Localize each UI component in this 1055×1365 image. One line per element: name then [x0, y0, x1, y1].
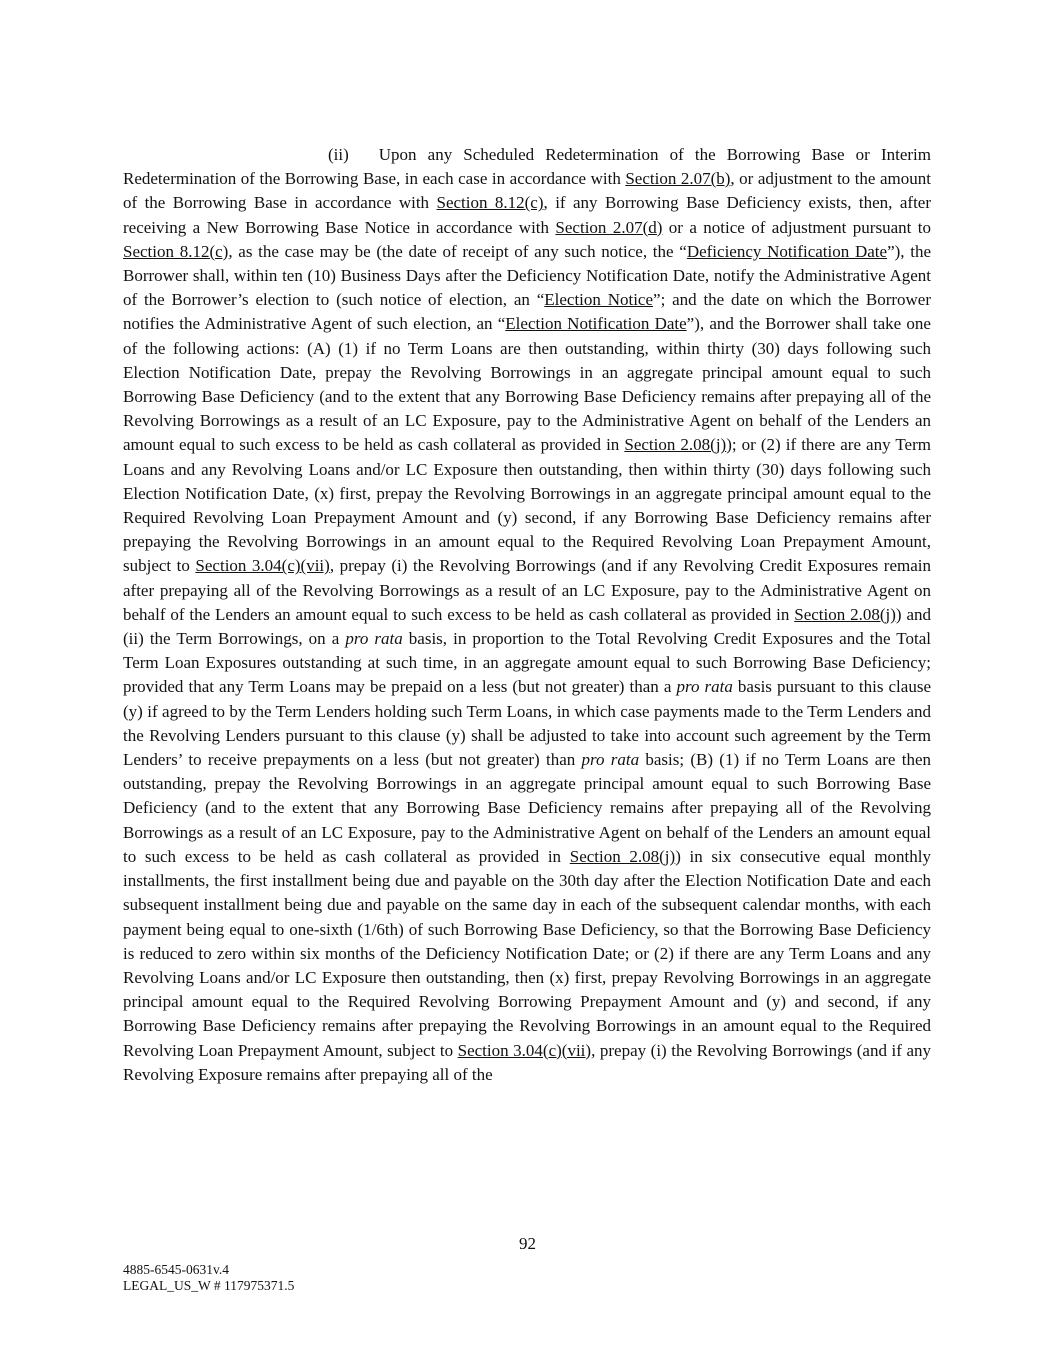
italic-phrase: pro rata: [676, 677, 733, 697]
text-run: ”), and the Borrower shall take one of the following actions: (A) (1) if no Term Loans are then outstanding, within thirty (30) days following such Election Notification Date, prepay the Revolving Borrowings in an aggregate principal amount equal to such Borrowing Base Deficiency (and to the extent that any Borrowing Base Deficiency remains after prepaying all of the Revolving Borrowings as a result of an LC Exposure, pay to the Administrative Agent on behalf of the Lenders an amount equal to such excess to be held as cash collateral as provided in: [123, 314, 931, 455]
underlined-reference: Section 2.07(b): [625, 169, 731, 189]
italic-phrase: pro rata: [345, 629, 403, 649]
text-run: Upon any Scheduled Redetermination of the Borrowing Base or Interim Redetermination of the Borrowing Base, in each case in accordance with: [123, 145, 931, 189]
text-run: ) in six consecutive equal monthly installments, the first installment being due and payable on the 30th day after the Election Notification Date and each subsequent installment being due and payable on the same day in each of the subsequent calendar months, with each payment being equal to one-sixth (1/6th) of such Borrowing Base Deficiency, so that the Borrowing Base Deficiency is reduced to zero within six months of the Deficiency Notification Date; or (2) if there are any Term Loans and any Revolving Loans and/or LC Exposure then outstanding, then (x) first, prepay Revolving Borrowings in an aggregate principal amount equal to the Required Revolving Borrowing Prepayment Amount and (y) and second, if any Borrowing Base Deficiency remains after prepaying the Revolving Borrowings in an amount equal to the Required Revolving Loan Prepayment Amount, subject to: [123, 846, 931, 1060]
underlined-reference: Section 8.12(c): [123, 241, 229, 261]
page-footer: [123, 1262, 294, 1294]
italic-phrase: pro rata: [581, 750, 640, 770]
text-run: basis; (B) (1) if no Term Loans are then outstanding, prepay the Revolving Borrowings in an aggregate principal amount equal to such Borrowing Base Deficiency (and to the extent that any Borrowing Base Deficiency remains after prepaying all of the Revolving Borrowings as a result of an LC Exposure, pay to the Administrative Agent on behalf of the Lenders an amount equal to such excess to be held as cash collateral as provided in: [123, 750, 931, 866]
text-run: , or adjustment to the amount of the Borrowing Base in accordance with: [123, 169, 931, 213]
underlined-reference: Section 2.08(j): [624, 435, 727, 455]
underlined-reference: Section 2.07(d): [555, 217, 663, 237]
text-run: , as the case may be (the date of receipt of any such notice, the “: [228, 241, 687, 261]
text-run: ) and (ii) the Term Borrowings, on a: [123, 604, 931, 649]
text-run: , if any Borrowing Base Deficiency exists, then, after receiving a New Borrowing Base Notice in accordance with: [123, 193, 931, 237]
paragraph-runs: [123, 145, 931, 1084]
footer-doc-id: 4885-6545-0631v.4: [123, 1262, 229, 1277]
list-item-marker: (ii): [328, 145, 349, 164]
page-number: 92: [519, 1234, 536, 1253]
underlined-reference: Section 2.08(j): [569, 846, 676, 866]
underlined-reference: Deficiency Notification Date: [686, 241, 888, 261]
underlined-reference: Section 3.04(c)(vii): [195, 556, 330, 576]
underlined-reference: Election Notice: [544, 290, 654, 310]
text-run: ); or (2) if there are any Term Loans and any Revolving Loans and/or LC Exposure then outstanding, then within thirty (30) days following such Election Notification Date, (x) first, prepay the Revolving Borrowings in an aggregate principal amount equal to the Required Revolving Loan Prepayment Amount and (y) second, if any Borrowing Base Deficiency remains after prepaying the Revolving Borrowings in an amount equal to the Required Revolving Loan Prepayment Amount, subject to: [123, 435, 931, 576]
footer-legal-id: LEGAL_US_W # 117975371.5: [123, 1278, 295, 1293]
text-run: ”), the Borrower shall, within ten (10) Business Days after the Deficiency Notification Date, notify the Administrative Agent of the Borrower’s election to (such notice of election, an “: [123, 241, 931, 310]
underlined-reference: Section 3.04(c)(vii): [457, 1040, 592, 1060]
underlined-reference: Section 2.08(j): [794, 604, 896, 624]
underlined-reference: Section 8.12(c): [436, 193, 544, 213]
underlined-reference: Election Notification Date: [505, 314, 687, 334]
text-run: ”; and the date on which the Borrower notifies the Administrative Agent of such election, an “: [123, 290, 931, 334]
text-run: or a notice of adjustment pursuant to: [662, 217, 931, 237]
body-paragraph: [123, 143, 931, 1087]
text-run: basis pursuant to this clause (y) if agreed to by the Term Lenders holding such Term Loans, in which case payments made to the Term Lenders and the Revolving Lenders pursuant to this clause (y) shall be adjusted to take into account such agreement by the Term Lenders’ to receive prepayments on a less (but not greater) than: [123, 677, 931, 770]
text-run: , prepay (i) the Revolving Borrowings (and if any Revolving Exposure remains after prepaying all of the: [123, 1040, 931, 1084]
text-run: , prepay (i) the Revolving Borrowings (and if any Revolving Credit Exposures remain after prepaying all of the Revolving Borrowings as a result of an LC Exposure, pay to the Administrative Agent on behalf of the Lenders an amount equal to such excess to be held as cash collateral as provided in: [123, 556, 931, 624]
text-run: basis, in proportion to the Total Revolving Credit Exposures and the Total Term Loan Exposures outstanding at such time, in an aggregate amount equal to such Borrowing Base Deficiency; provided that any Term Loans may be prepaid on a less (but not greater) than a: [123, 629, 931, 697]
